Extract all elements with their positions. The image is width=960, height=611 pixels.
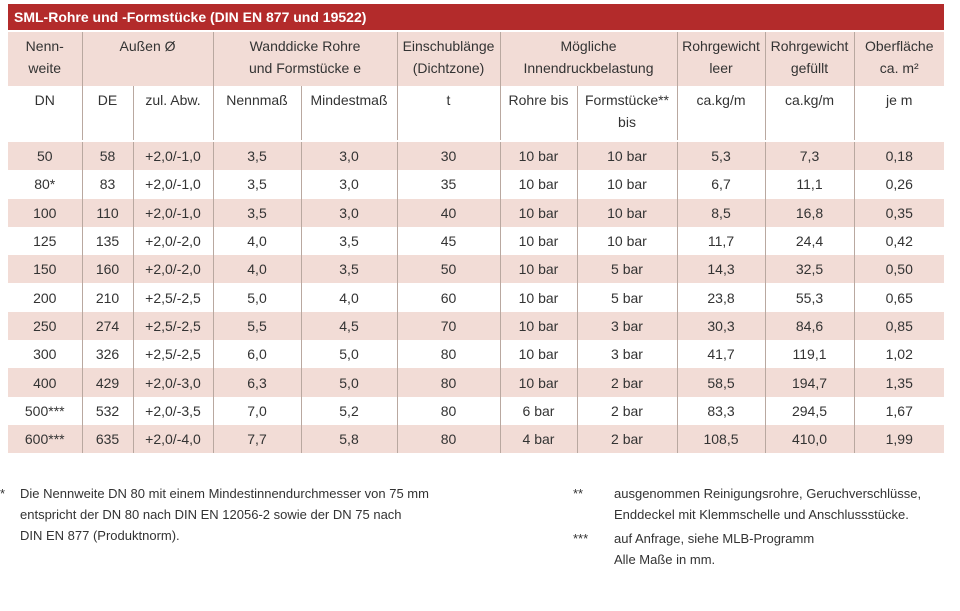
cell-abw: +2,0/-3,5 (133, 397, 213, 425)
subheader-kg-gefuellt: ca.kg/m (765, 86, 854, 140)
table-row (8, 199, 944, 227)
subheader-de: DE (82, 86, 133, 140)
table-row (8, 397, 944, 425)
cell-oberflaeche: 1,99 (854, 425, 944, 453)
cell-rohre-bis: 10 bar (500, 368, 577, 396)
subheader-rohre-bis: Rohre bis (500, 86, 577, 140)
cell-gewicht-leer: 108,5 (677, 425, 765, 453)
cell-mindestmass: 3,0 (301, 170, 397, 198)
cell-nennmass: 6,3 (213, 368, 301, 396)
table-row (8, 283, 944, 311)
cell-dn: 500*** (8, 397, 82, 425)
cell-t: 60 (397, 283, 500, 311)
cell-mindestmass: 3,0 (301, 199, 397, 227)
cell-de: 83 (82, 170, 133, 198)
cell-nennmass: 5,5 (213, 312, 301, 340)
cell-formstuecke-bis: 2 bar (577, 368, 677, 396)
cell-formstuecke-bis: 10 bar (577, 199, 677, 227)
cell-t: 35 (397, 170, 500, 198)
table-body (8, 140, 944, 453)
pipe-spec-table (8, 32, 944, 453)
footnote-star1-mark: * (0, 486, 6, 501)
cell-gewicht-gefuellt: 11,1 (765, 170, 854, 198)
cell-mindestmass: 3,5 (301, 255, 397, 283)
cell-gewicht-leer: 11,7 (677, 227, 765, 255)
cell-oberflaeche: 0,35 (854, 199, 944, 227)
cell-dn: 600*** (8, 425, 82, 453)
header-row (8, 32, 944, 86)
cell-abw: +2,5/-2,5 (133, 312, 213, 340)
cell-mindestmass: 5,0 (301, 340, 397, 368)
cell-dn: 200 (8, 283, 82, 311)
cell-oberflaeche: 0,50 (854, 255, 944, 283)
cell-abw: +2,0/-2,0 (133, 227, 213, 255)
table-row (8, 312, 944, 340)
cell-de: 110 (82, 199, 133, 227)
cell-de: 160 (82, 255, 133, 283)
header-gewicht-leer: Rohrgewicht leer (677, 32, 765, 86)
cell-rohre-bis: 4 bar (500, 425, 577, 453)
subheader-formstuecke-bis: Formstücke** bis (577, 86, 677, 140)
header-oberflaeche: Oberfläche ca. m² (854, 32, 944, 86)
cell-oberflaeche: 1,02 (854, 340, 944, 368)
cell-gewicht-gefuellt: 194,7 (765, 368, 854, 396)
cell-de: 635 (82, 425, 133, 453)
cell-rohre-bis: 10 bar (500, 199, 577, 227)
cell-gewicht-gefuellt: 24,4 (765, 227, 854, 255)
cell-t: 80 (397, 368, 500, 396)
table-row (8, 255, 944, 283)
cell-abw: +2,5/-2,5 (133, 283, 213, 311)
cell-de: 210 (82, 283, 133, 311)
cell-mindestmass: 5,0 (301, 368, 397, 396)
cell-formstuecke-bis: 10 bar (577, 227, 677, 255)
cell-abw: +2,5/-2,5 (133, 340, 213, 368)
cell-gewicht-leer: 6,7 (677, 170, 765, 198)
subheader-mindestmass: Mindestmaß (301, 86, 397, 140)
cell-dn: 50 (8, 142, 82, 170)
footnote-star3-mark: *** (573, 531, 589, 546)
table-row (8, 170, 944, 198)
cell-dn: 250 (8, 312, 82, 340)
cell-t: 80 (397, 340, 500, 368)
footnote-star2-mark: ** (573, 486, 584, 501)
cell-dn: 300 (8, 340, 82, 368)
table-row (8, 142, 944, 170)
cell-formstuecke-bis: 2 bar (577, 397, 677, 425)
cell-mindestmass: 4,0 (301, 283, 397, 311)
cell-gewicht-gefuellt: 84,6 (765, 312, 854, 340)
cell-nennmass: 7,0 (213, 397, 301, 425)
cell-gewicht-gefuellt: 7,3 (765, 142, 854, 170)
cell-t: 40 (397, 199, 500, 227)
cell-rohre-bis: 10 bar (500, 312, 577, 340)
table-row (8, 340, 944, 368)
cell-de: 532 (82, 397, 133, 425)
cell-formstuecke-bis: 3 bar (577, 340, 677, 368)
footnote-star3-text: auf Anfrage, siehe MLB-Programm Alle Maße in mm. (614, 531, 815, 567)
cell-abw: +2,0/-4,0 (133, 425, 213, 453)
table-row (8, 425, 944, 453)
subheader-row (8, 86, 944, 140)
cell-rohre-bis: 10 bar (500, 283, 577, 311)
cell-nennmass: 4,0 (213, 227, 301, 255)
cell-de: 58 (82, 142, 133, 170)
cell-nennmass: 4,0 (213, 255, 301, 283)
cell-t: 80 (397, 397, 500, 425)
cell-oberflaeche: 1,35 (854, 368, 944, 396)
cell-nennmass: 5,0 (213, 283, 301, 311)
cell-mindestmass: 3,5 (301, 227, 397, 255)
cell-gewicht-gefuellt: 55,3 (765, 283, 854, 311)
cell-t: 80 (397, 425, 500, 453)
cell-gewicht-leer: 14,3 (677, 255, 765, 283)
cell-gewicht-leer: 30,3 (677, 312, 765, 340)
cell-dn: 80* (8, 170, 82, 198)
header-nennweite: Nenn- weite (8, 32, 82, 86)
cell-de: 274 (82, 312, 133, 340)
cell-dn: 150 (8, 255, 82, 283)
cell-gewicht-leer: 58,5 (677, 368, 765, 396)
cell-gewicht-gefuellt: 410,0 (765, 425, 854, 453)
cell-dn: 125 (8, 227, 82, 255)
subheader-t: t (397, 86, 500, 140)
subheader-kg-leer: ca.kg/m (677, 86, 765, 140)
cell-oberflaeche: 0,65 (854, 283, 944, 311)
cell-t: 30 (397, 142, 500, 170)
header-aussen: Außen Ø (82, 32, 213, 86)
cell-formstuecke-bis: 3 bar (577, 312, 677, 340)
cell-rohre-bis: 10 bar (500, 227, 577, 255)
cell-de: 135 (82, 227, 133, 255)
cell-nennmass: 3,5 (213, 170, 301, 198)
cell-gewicht-leer: 83,3 (677, 397, 765, 425)
header-gewicht-gefuellt: Rohrgewicht gefüllt (765, 32, 854, 86)
cell-abw: +2,0/-1,0 (133, 170, 213, 198)
cell-mindestmass: 3,0 (301, 142, 397, 170)
cell-formstuecke-bis: 5 bar (577, 283, 677, 311)
cell-de: 429 (82, 368, 133, 396)
cell-rohre-bis: 10 bar (500, 255, 577, 283)
cell-oberflaeche: 0,18 (854, 142, 944, 170)
cell-gewicht-leer: 8,5 (677, 199, 765, 227)
cell-rohre-bis: 10 bar (500, 340, 577, 368)
cell-rohre-bis: 10 bar (500, 170, 577, 198)
cell-dn: 400 (8, 368, 82, 396)
cell-formstuecke-bis: 5 bar (577, 255, 677, 283)
header-innendruck: Mögliche Innendruckbelastung (500, 32, 677, 86)
header-einschub: Einschublänge (Dichtzone) (397, 32, 500, 86)
cell-t: 50 (397, 255, 500, 283)
subheader-nennmass: Nennmaß (213, 86, 301, 140)
cell-abw: +2,0/-2,0 (133, 255, 213, 283)
cell-oberflaeche: 1,67 (854, 397, 944, 425)
subheader-dn: DN (8, 86, 82, 140)
table-row (8, 368, 944, 396)
cell-gewicht-leer: 41,7 (677, 340, 765, 368)
cell-abw: +2,0/-1,0 (133, 142, 213, 170)
cell-mindestmass: 5,2 (301, 397, 397, 425)
cell-t: 45 (397, 227, 500, 255)
cell-nennmass: 3,5 (213, 142, 301, 170)
footnote-star2-text: ausgenommen Reinigungsrohre, Geruchverschlüsse, Enddeckel mit Klemmschelle und Anschlussstücke. (614, 486, 922, 522)
cell-formstuecke-bis: 10 bar (577, 142, 677, 170)
footnote-star1-text: Die Nennweite DN 80 mit einem Mindestinnendurchmesser von 75 mm entspricht der DN 80 nach DIN EN 12056-2 sowie der DN 75 nach DIN EN 877 (Produktnorm). (20, 486, 429, 543)
cell-rohre-bis: 6 bar (500, 397, 577, 425)
cell-nennmass: 7,7 (213, 425, 301, 453)
cell-mindestmass: 4,5 (301, 312, 397, 340)
cell-oberflaeche: 0,85 (854, 312, 944, 340)
table-title: SML-Rohre und -Formstücke (DIN EN 877 und 19522) (8, 4, 944, 30)
cell-rohre-bis: 10 bar (500, 142, 577, 170)
cell-gewicht-gefuellt: 16,8 (765, 199, 854, 227)
cell-abw: +2,0/-1,0 (133, 199, 213, 227)
cell-formstuecke-bis: 2 bar (577, 425, 677, 453)
cell-oberflaeche: 0,26 (854, 170, 944, 198)
cell-formstuecke-bis: 10 bar (577, 170, 677, 198)
cell-gewicht-gefuellt: 294,5 (765, 397, 854, 425)
cell-oberflaeche: 0,42 (854, 227, 944, 255)
cell-gewicht-gefuellt: 32,5 (765, 255, 854, 283)
subheader-je-m: je m (854, 86, 944, 140)
cell-nennmass: 3,5 (213, 199, 301, 227)
cell-mindestmass: 5,8 (301, 425, 397, 453)
cell-gewicht-leer: 23,8 (677, 283, 765, 311)
table-row (8, 227, 944, 255)
cell-nennmass: 6,0 (213, 340, 301, 368)
cell-dn: 100 (8, 199, 82, 227)
cell-gewicht-leer: 5,3 (677, 142, 765, 170)
cell-t: 70 (397, 312, 500, 340)
header-wanddicke: Wanddicke Rohre und Formstücke e (213, 32, 397, 86)
cell-de: 326 (82, 340, 133, 368)
cell-abw: +2,0/-3,0 (133, 368, 213, 396)
subheader-abw: zul. Abw. (133, 86, 213, 140)
cell-gewicht-gefuellt: 119,1 (765, 340, 854, 368)
